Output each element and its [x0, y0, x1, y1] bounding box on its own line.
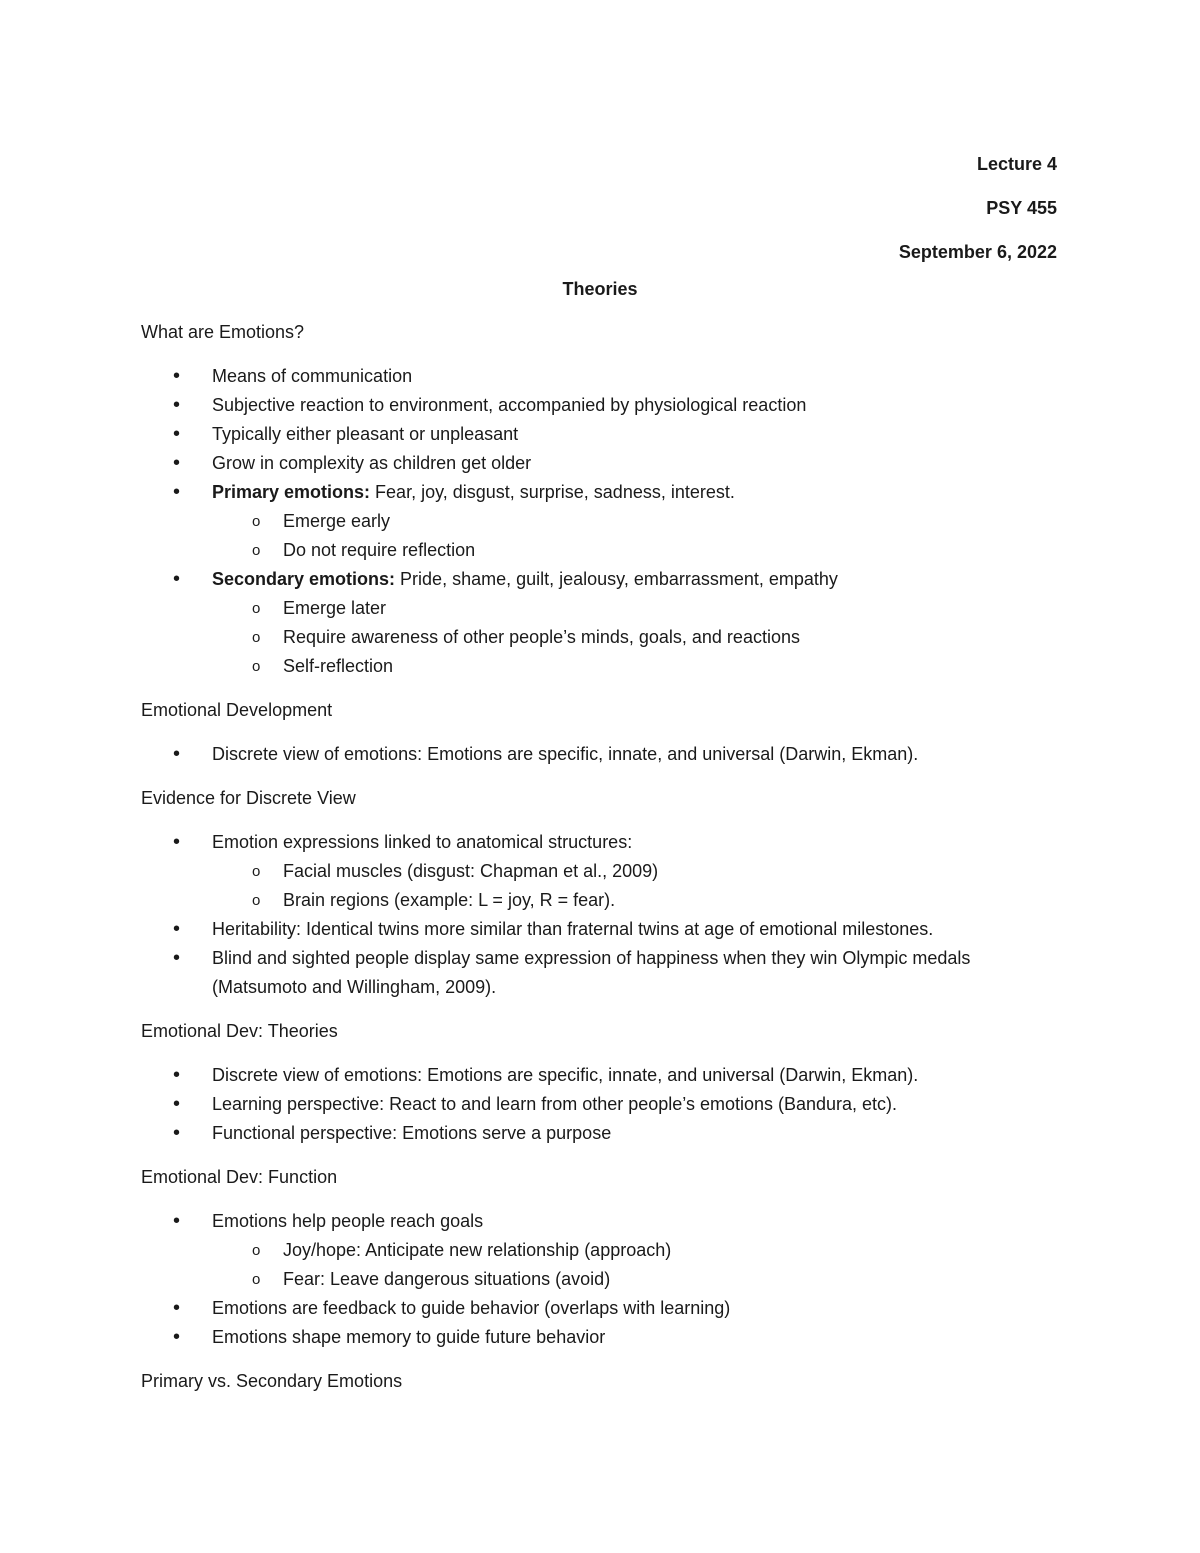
section-heading: Emotional Dev: Function: [141, 1167, 338, 1187]
lecture-date: September 6, 2022: [898, 242, 1057, 262]
sub-bullet-item: o Emerge later: [212, 594, 1061, 623]
sub-bullet-item: o Do not require reflection: [212, 536, 1061, 565]
bullet-text: Fear, joy, disgust, surprise, sadness, interest.: [370, 482, 735, 502]
section-heading: Primary vs. Secondary Emotions: [141, 1371, 403, 1391]
sub-bullet-item: o Brain regions (example: L = joy, R = fear).: [212, 886, 1061, 915]
bullet-item: [141, 362, 1061, 391]
lecture-number: Lecture 4: [976, 154, 1057, 174]
bullet-item: [141, 915, 1061, 944]
page-title: Theories: [562, 279, 638, 299]
bullet-text: Discrete view of emotions: Emotions are specific, innate, and universal (Darwin, Ekman).: [212, 1065, 919, 1085]
bullet-item: [141, 944, 1061, 1002]
section-heading: What are Emotions?: [141, 322, 305, 342]
bullet-item: [141, 740, 1061, 769]
bullet-text: Learning perspective: React to and learn from other people’s emotions (Bandura, etc).: [212, 1094, 898, 1114]
notes-body: [141, 318, 1061, 1411]
sub-bullet-item: o Facial muscles (disgust: Chapman et al., 2009): [212, 857, 1061, 886]
bullet-text: Emotions help people reach goals: [212, 1211, 484, 1231]
section-heading: Emotional Development: [141, 700, 333, 720]
bullet-item: [141, 1323, 1061, 1352]
sub-bullet-item: o Require awareness of other people’s minds, goals, and reactions: [212, 623, 1061, 652]
bullet-text: Typically either pleasant or unpleasant: [212, 424, 519, 444]
bullet-text: Subjective reaction to environment, accompanied by physiological reaction: [212, 395, 807, 415]
sub-bullet-item: o Emerge early: [212, 507, 1061, 536]
bullet-text: Emotion expressions linked to anatomical structures:: [212, 832, 633, 852]
sub-bullet-list: [212, 857, 1061, 915]
sub-bullet-item: o Self-reflection: [212, 652, 1061, 681]
bullet-item: [141, 1090, 1061, 1119]
bullet-text: Pride, shame, guilt, jealousy, embarrassment, empathy: [395, 569, 838, 589]
bullet-item: [141, 478, 1061, 565]
bullet-item: [141, 1119, 1061, 1148]
bullet-list: [141, 828, 1061, 1002]
bullet-item: [141, 420, 1061, 449]
bullet-item: [141, 1294, 1061, 1323]
bullet-term: Secondary emotions:: [212, 569, 396, 589]
sub-bullet-item: o Joy/hope: Anticipate new relationship (approach): [212, 1236, 1061, 1265]
bullet-list: [141, 740, 1061, 769]
bullet-text: Grow in complexity as children get older: [212, 453, 532, 473]
bullet-item: [141, 565, 1061, 681]
section-heading: Emotional Dev: Theories: [141, 1021, 338, 1041]
section-heading: Evidence for Discrete View: [141, 788, 356, 808]
bullet-text: Emotions are feedback to guide behavior (overlaps with learning): [212, 1298, 731, 1318]
bullet-list: [141, 362, 1061, 681]
bullet-text: Blind and sighted people display same expression of happiness when they win Olympic medals (Matsumoto and Willingham, 2009).: [212, 948, 971, 997]
bullet-text: Functional perspective: Emotions serve a purpose: [212, 1123, 612, 1143]
course-code: PSY 455: [986, 198, 1057, 218]
sub-bullet-list: [212, 507, 1061, 565]
bullet-item: [141, 1061, 1061, 1090]
sub-bullet-list: [212, 594, 1061, 681]
bullet-list: [141, 1061, 1061, 1148]
bullet-item: [141, 1207, 1061, 1294]
document-header: [899, 142, 1057, 274]
bullet-item: [141, 391, 1061, 420]
bullet-text: Emotions shape memory to guide future behavior: [212, 1327, 606, 1347]
bullet-text: Heritability: Identical twins more similar than fraternal twins at age of emotional milestones.: [212, 919, 934, 939]
bullet-text: Discrete view of emotions: Emotions are specific, innate, and universal (Darwin, Ekman).: [212, 744, 919, 764]
bullet-item: [141, 828, 1061, 915]
sub-bullet-list: [212, 1236, 1061, 1294]
bullet-item: [141, 449, 1061, 478]
bullet-text: Means of communication: [212, 366, 413, 386]
bullet-term: Primary emotions:: [212, 482, 371, 502]
sub-bullet-item: o Fear: Leave dangerous situations (avoid): [212, 1265, 1061, 1294]
bullet-list: [141, 1207, 1061, 1352]
